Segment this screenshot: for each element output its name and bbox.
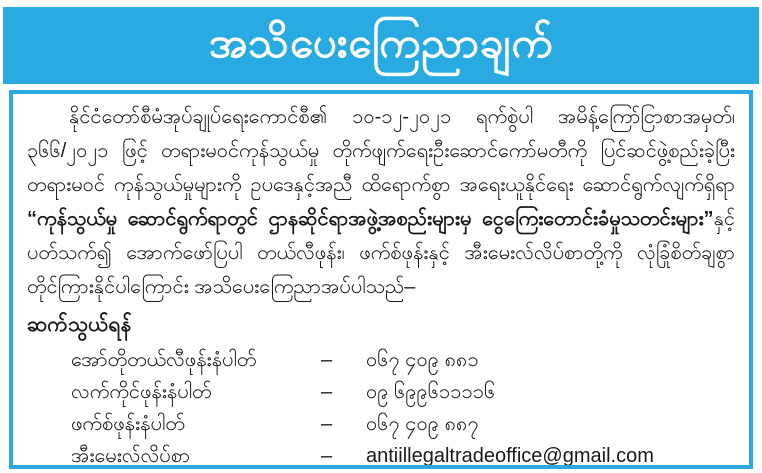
header-band <box>3 7 759 84</box>
page-title: အသိပေးကြေညာချက် <box>208 18 554 66</box>
contact-row-auto-telephone <box>71 346 749 378</box>
mobile-phone-number: ၀၉ ၆၉၉၆၁၁၁၁၆ <box>366 381 496 403</box>
body-paragraph <box>27 100 735 304</box>
contact-row-mobile-phone <box>71 378 749 410</box>
separator-dash: – <box>321 381 333 403</box>
fax-number: ၀၆၇ ၄၀၉ ၈၈၇ <box>366 413 479 435</box>
contact-heading: ဆက်သွယ်ရန် <box>27 313 132 336</box>
paragraph-text-2: နှင့် ပတ်သက်၍ အောက်ဖော်ပြပါ တယ်လီဖုန်း၊ ဖက်စ်ဖုန်းနှင့် အီးမေးလ်လိပ်စာတို့ကို လုံခြုံစိတ်ချစွာ တိုင်ကြားနိုင်ပါကြောင်း အသိပေးကြေညာအပ်ပါသည်– <box>27 208 735 298</box>
paragraph-text-1: နိုင်ငံတော်စီမံအုပ်ချုပ်ရေးကောင်စီ၏ ၁၀-၁၂-၂၀၂၁ ရက်စွဲပါ အမိန့်ကြော်ငြာစာအမှတ်၊ ၃၆၆/၂၀၂၁ ဖြင့် တရားမဝင်ကုန်သွယ်မှု တိုက်ဖျက်ရေးဦးဆောင်ကော်မတီကို ပြင်ဆင်ဖွဲ့စည်းခဲ့ပြီး တရားမဝင် ကုန်သွယ်မှုများကို ဥပဒေနှင့်အညီ ထိရောက်စွာ အရေးယူနိုင်ရေး ဆောင်ရွက်လျက်ရှိရာ <box>27 106 735 196</box>
contact-row-fax <box>71 410 749 442</box>
auto-telephone-label: အော်တိုတယ်လီဖုန်းနံပါတ် <box>71 349 257 371</box>
email-address: antiillegaltradeoffice@gmail.com <box>366 445 654 467</box>
separator-dash: – <box>321 445 333 467</box>
auto-telephone-number: ၀၆၇ ၄၀၉ ၈၈၁ <box>366 349 479 371</box>
mobile-phone-label: လက်ကိုင်ဖုန်းနံပါတ် <box>71 381 212 403</box>
paragraph-bold-quote: “ကုန်သွယ်မှု ဆောင်ရွက်ရာတွင် ဌာနဆိုင်ရာအဖွဲ့အစည်းများမှ ငွေကြေးတောင်းခံမှုသတင်းများ” <box>27 208 714 230</box>
contact-table <box>71 346 749 469</box>
email-label: အီးမေးလ်လိပ်စာ <box>71 445 191 467</box>
separator-dash: – <box>321 413 333 435</box>
fax-label: ဖက်စ်ဖုန်းနံပါတ် <box>71 413 185 435</box>
separator-dash: – <box>321 349 333 371</box>
contact-row-email <box>71 442 749 469</box>
content-box <box>9 90 753 469</box>
